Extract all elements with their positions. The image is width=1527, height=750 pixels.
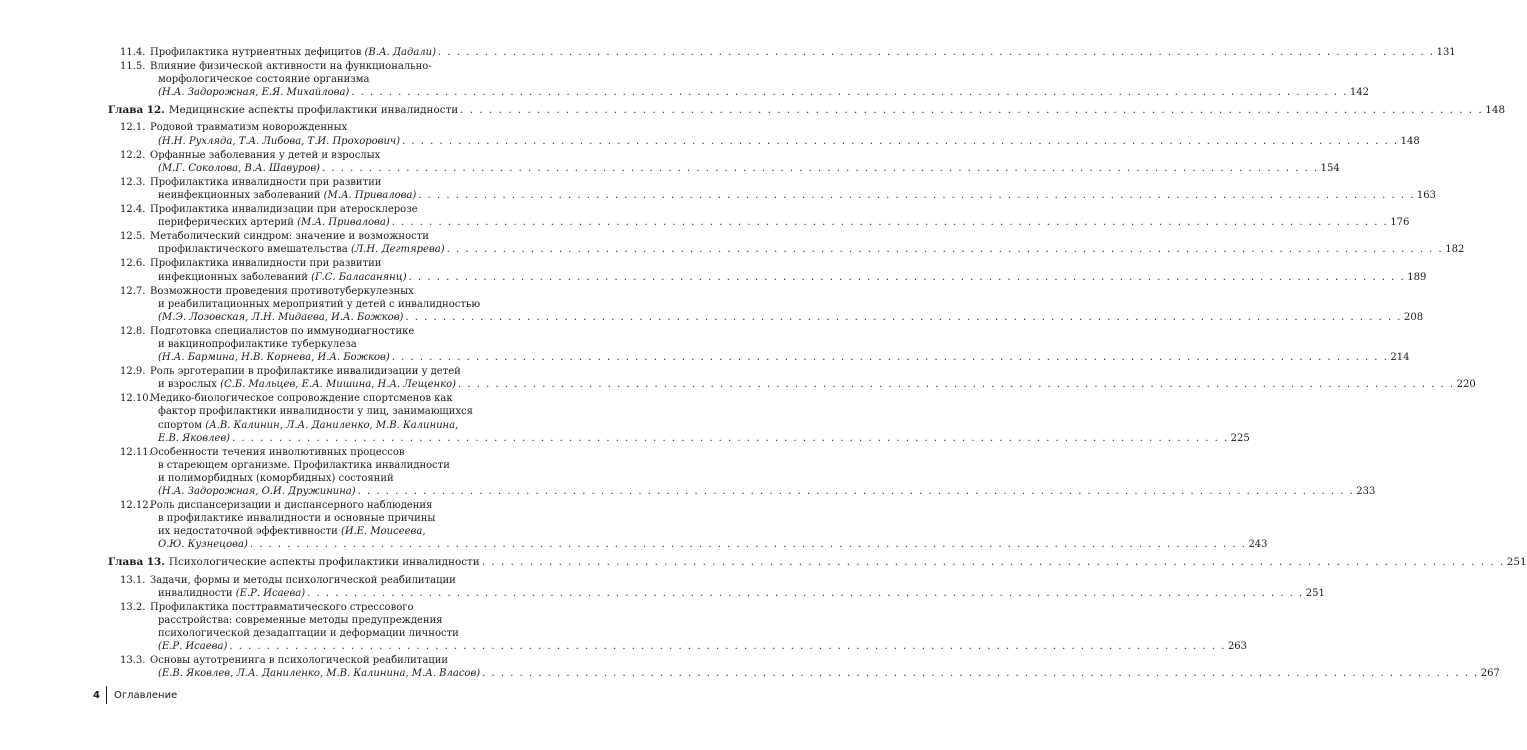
toc-entry-authors: (Е.В. Яковлев, Л.А. Даниленко, М.В. Калинина, М.А. Власов) [158,668,481,680]
toc-page-number: 220 [1456,379,1476,391]
toc-entry-title: психологической дезадаптации и деформации личности [158,627,459,639]
toc-entry-line [150,121,490,134]
toc-dot-leader [405,311,1402,324]
toc-dot-leader [482,556,1505,569]
toc-entry-line [150,203,490,216]
toc-entry-last-line [150,351,1410,364]
toc-entry[interactable] [108,499,1268,551]
toc-page-number: 176 [1390,217,1410,229]
toc-page-number: 148 [1485,104,1506,117]
toc-entry-number: 12.6. [120,258,146,270]
toc-entry-last-text [158,311,403,324]
toc-entry-body [150,654,1500,680]
toc-entry-number: 11.5. [120,61,146,73]
toc-entry-number: 12.7. [120,285,146,297]
toc-entry-authors: (М.Э. Лозовская, Л.Н. Мидаева, И.А. Божков) [158,311,404,323]
toc-entry-body [150,257,1427,283]
toc-entry-body [150,499,1268,551]
toc-entry-body [150,176,1436,202]
toc-entry-title: морфологическое состояние организма [158,74,370,86]
toc-entry-authors: (М.Г. Соколова, В.А. Шавуров) [158,162,321,174]
toc-entry-body [150,285,1424,324]
toc-entry-title: расстройства: современные методы предупреждения [158,614,443,626]
toc-entry-line [150,654,490,667]
toc-entry-last-line [150,640,1248,653]
toc-page-number: 142 [1349,87,1369,99]
toc-entry-title: Медико-биологическое сопровождение спортсменов как [150,393,453,405]
toc-entry-body [150,203,1410,229]
toc-entry-last-text [158,271,407,284]
toc-dot-leader [418,189,1415,202]
toc-entry-authors: (Н.А. Задорожная, Е.Я. Михайлова) [158,87,350,99]
toc-entry-body [150,149,1340,175]
toc-dot-leader [482,667,1479,680]
toc-entry[interactable] [108,230,1465,256]
toc-entry-body [150,46,1456,59]
toc-entry-title: в стареющем организме. Профилактика инвалидности [158,459,450,471]
toc-entry-number: 12.11. [120,446,152,458]
toc-entry-title: Метаболический синдром: значение и возможности [150,231,429,243]
toc-entry-body [150,365,1476,391]
toc-entry-title: их недостаточной эффективности [158,526,338,538]
toc-entry-number: 12.9. [120,366,146,378]
toc-entry-line [150,176,490,189]
toc-dot-leader [402,135,1399,148]
toc-entry[interactable] [108,365,1476,391]
toc-entry-line [150,419,490,432]
toc-entry-last-text [158,538,248,551]
toc-entry-title: Влияние физической активности на функционально- [150,61,432,73]
toc-entry[interactable] [108,325,1410,364]
toc-dot-leader [409,271,1406,284]
toc-entry-title: фактор профилактики инвалидности у лиц, занимающихся [158,406,473,418]
toc-entry-last-text [158,216,390,229]
footer-section-title: Оглавление [113,689,178,701]
toc-entry-line [150,459,490,472]
toc-entry[interactable] [108,446,1376,498]
toc-entry-authors: (А.В. Калинин, Л.А. Даниленко, М.В. Калинина, [205,419,459,431]
toc-chapter-label: Глава 12. [108,104,165,117]
toc-entry-body [150,574,1325,600]
toc-entry-line [150,338,490,351]
toc-entry-last-line [150,162,1340,175]
toc-entry-title: Родовой травматизм новорожденных [150,122,348,134]
toc-entry-last-line [150,216,1410,229]
toc-entry-authors: (Е.Р. Исаева) [158,641,228,653]
toc-entry-last-line [150,135,1420,148]
toc-page-number: 154 [1320,162,1340,174]
toc-entry[interactable] [108,392,1250,444]
toc-entry-line [150,446,490,459]
toc-entry-last-line [150,46,1456,59]
toc-entry-line [150,149,490,162]
toc-entry-title: Основы аутотренинга в психологической реабилитации [150,655,449,667]
toc-page-number: 243 [1248,539,1268,551]
toc-entry-last-line [150,189,1436,202]
toc-entry-authors: (В.А. Дадали) [364,47,436,58]
toc-entry-title: Задачи, формы и методы психологической реабилитации [150,574,456,586]
toc-entry[interactable] [108,574,1325,600]
toc-dot-leader [447,243,1444,256]
toc-entry-line [150,405,490,418]
toc-entry-authors: (Н.Н. Рухляда, Т.А. Либова, Т.И. Прохорович) [158,135,401,147]
toc-entry-title: Орфанные заболевания у детей и взрослых [150,149,381,161]
toc-entry-title: Особенности течения инволютивных процессов [150,446,405,458]
toc-entry-body [150,601,1248,653]
toc-entry-number: 13.1. [120,574,146,586]
toc-dot-leader [392,351,1389,364]
toc-entry-title: Роль эрготерапии в профилактике инвалидизации у детей [150,366,461,378]
toc-entry-line [150,574,490,587]
toc-page-number: 263 [1227,641,1248,653]
toc-entry-authors: (С.Б. Мальцев, Е.А. Мишина, Н.А. Лещенко) [220,379,457,391]
toc-entry-title: и вакцинопрофилактике туберкулеза [158,338,357,350]
toc-entry-last-text [158,135,400,148]
toc-entry-last-line [150,538,1268,551]
toc-chapter-line [108,104,1506,117]
toc-dot-leader [460,104,1483,117]
toc-entry-last-text [158,351,390,364]
toc-entry-title: Возможности проведения противотуберкулезных [150,285,414,297]
toc-entry-last-line [150,485,1376,498]
toc-chapter[interactable] [108,556,1527,569]
toc-dot-leader [250,538,1247,551]
toc-entry[interactable] [108,601,1248,653]
toc-entry-number: 13.3. [120,655,146,667]
toc-entry[interactable] [108,121,1420,147]
toc-entry[interactable] [108,46,1456,59]
toc-entry-title: профилактического вмешательства [158,244,348,256]
toc-dot-leader [438,46,1435,59]
toc-entry-last-text [158,432,230,445]
toc-entry-last-line [150,667,1500,680]
toc-entry-body [150,446,1376,498]
toc-entry-line [150,257,490,270]
toc-dot-leader [351,86,1348,99]
toc-entry-title: и реабилитационных мероприятий у детей с инвалидностью [158,298,481,310]
toc-page-number: 163 [1416,189,1436,201]
toc-entry-last-line [150,271,1427,284]
toc-entry[interactable] [108,285,1424,324]
toc-entry-line [150,499,490,512]
toc-entry[interactable] [108,257,1427,283]
toc-entry-body [150,121,1420,147]
toc-dot-leader [229,640,1226,653]
toc-entry-line [150,60,490,73]
toc-entry-number: 12.1. [120,122,146,134]
toc-entry-number: 11.4. [120,47,146,58]
toc-entry-last-line [150,432,1250,445]
toc-entry-authors: (Н.А. Задорожная, О.И. Дружинина) [158,486,356,497]
toc-entry-title: Профилактика нутриентных дефицитов [150,47,362,58]
toc-dot-leader [232,432,1229,445]
toc-entry[interactable] [108,176,1436,202]
toc-entry[interactable] [108,60,1369,99]
toc-entry-title: и полиморбидных (коморбидных) состояний [158,472,394,484]
toc-entry-title: Профилактика инвалидизации при атеросклерозе [150,204,418,216]
toc-chapter[interactable] [108,104,1506,117]
toc-entry-last-text [158,189,416,202]
toc-entry-last-text [158,640,227,653]
toc-entry-last-text [158,667,480,680]
toc-entry-number: 13.2. [120,601,146,613]
toc-entry-last-line [150,378,1476,391]
toc-entry-authors: (Г.С. Баласанянц) [311,271,407,283]
toc-entry-number: 12.10. [120,393,152,405]
toc-page-number: 182 [1445,244,1465,256]
toc-entry-title: инвалидности [158,587,233,599]
toc-entry-title: Роль диспансеризации и диспансерного наблюдения [150,500,433,512]
toc-entry-line [150,230,490,243]
toc-entry-last-text [158,378,456,391]
toc-chapter-label: Глава 13. [108,556,165,569]
toc-entry-body [150,230,1465,256]
toc-entry-last-line [150,587,1325,600]
toc-entry-number: 12.12. [120,500,152,512]
toc-entry-authors: (И.Е. Моисеева, [340,526,426,538]
toc-entry-last-text [158,243,445,256]
toc-entry-number: 12.4. [120,204,146,216]
toc-chapter-line [108,556,1527,569]
toc-dot-leader [307,587,1304,600]
toc-entry-last-line [150,243,1465,256]
toc-entry-last-text [158,587,305,600]
toc-entry-line [150,614,490,627]
toc-page-number: 208 [1404,311,1424,323]
toc-dot-leader [458,378,1455,391]
toc-entry-title: Профилактика инвалидности при развитии [150,176,382,188]
toc-chapter-text: Медицинские аспекты профилактики инвалидности [168,104,459,117]
toc-dot-leader [392,216,1389,229]
toc-page-number: 267 [1480,668,1500,680]
toc-entry-title: Профилактика инвалидности при развитии [150,258,382,270]
toc-entry-line [150,73,490,86]
table-of-contents [108,46,1527,681]
toc-entry[interactable] [108,654,1500,680]
toc-entry[interactable] [108,203,1410,229]
toc-entry-authors: (М.А. Привалова) [297,217,390,229]
toc-entry-body [150,392,1250,444]
toc-page-number: 251 [1506,556,1527,569]
page-footer [93,686,177,704]
toc-entry-line [150,525,490,538]
toc-entry-line [150,472,490,485]
toc-entry-last-line [150,311,1424,324]
toc-entry-line [150,285,490,298]
toc-entry-title: в профилактике инвалидности и основные причины [158,513,436,525]
toc-dot-leader [358,485,1355,498]
toc-chapter-title [108,556,480,569]
footer-divider [106,686,107,704]
toc-entry[interactable] [108,149,1340,175]
toc-entry-last-text [158,485,356,498]
toc-entry-line [150,365,490,378]
toc-page-number: 214 [1390,352,1410,364]
toc-entry-number: 12.2. [120,149,146,161]
toc-entry-title: Профилактика посттравматического стрессового [150,601,414,613]
toc-entry-number: 12.5. [120,231,146,243]
toc-page-number: 131 [1436,47,1456,58]
toc-page-number: 189 [1407,271,1427,283]
toc-entry-title: периферических артерий [158,217,294,229]
toc-chapter-title [108,104,458,117]
toc-entry-last-line [150,86,1369,99]
toc-page-number: 233 [1356,486,1376,497]
toc-entry-body [150,60,1369,99]
toc-entry-authors: (Е.Р. Исаева) [235,587,306,599]
toc-page-number: 251 [1305,587,1325,599]
toc-entry-last-text [158,162,320,175]
toc-entry-number: 12.3. [120,176,146,188]
toc-page-number: 225 [1230,432,1250,444]
toc-entry-title: и взрослых [158,379,217,391]
footer-page-number: 4 [93,689,100,701]
toc-entry-authors: (Л.Н. Дегтярева) [350,244,445,256]
toc-entry-last-text [158,86,349,99]
toc-entry-title: инфекционных заболеваний [158,271,308,283]
toc-entry-title: спортом [158,419,203,431]
toc-entry-body [150,325,1410,364]
toc-entry-line [150,627,490,640]
toc-entry-line [150,392,490,405]
toc-chapter-text: Психологические аспекты профилактики инвалидности [168,556,480,569]
toc-entry-authors: (М.А. Привалова) [323,189,417,201]
toc-entry-authors: О.Ю. Кузнецова) [158,539,248,551]
toc-page-number: 148 [1400,135,1420,147]
toc-entry-number: 12.8. [120,325,146,337]
toc-entry-authors: Е.В. Яковлев) [158,432,231,444]
toc-entry-authors: (Н.А. Бармина, Н.В. Корнева, И.А. Божков) [158,352,390,364]
toc-entry-line [150,298,490,311]
toc-entry-title: неинфекционных заболеваний [158,189,321,201]
toc-entry-last-text [150,46,436,59]
toc-dot-leader [322,162,1319,175]
toc-entry-title: Подготовка специалистов по иммунодиагностике [150,325,415,337]
toc-entry-line [150,325,490,338]
toc-entry-line [150,601,490,614]
toc-entry-line [150,512,490,525]
